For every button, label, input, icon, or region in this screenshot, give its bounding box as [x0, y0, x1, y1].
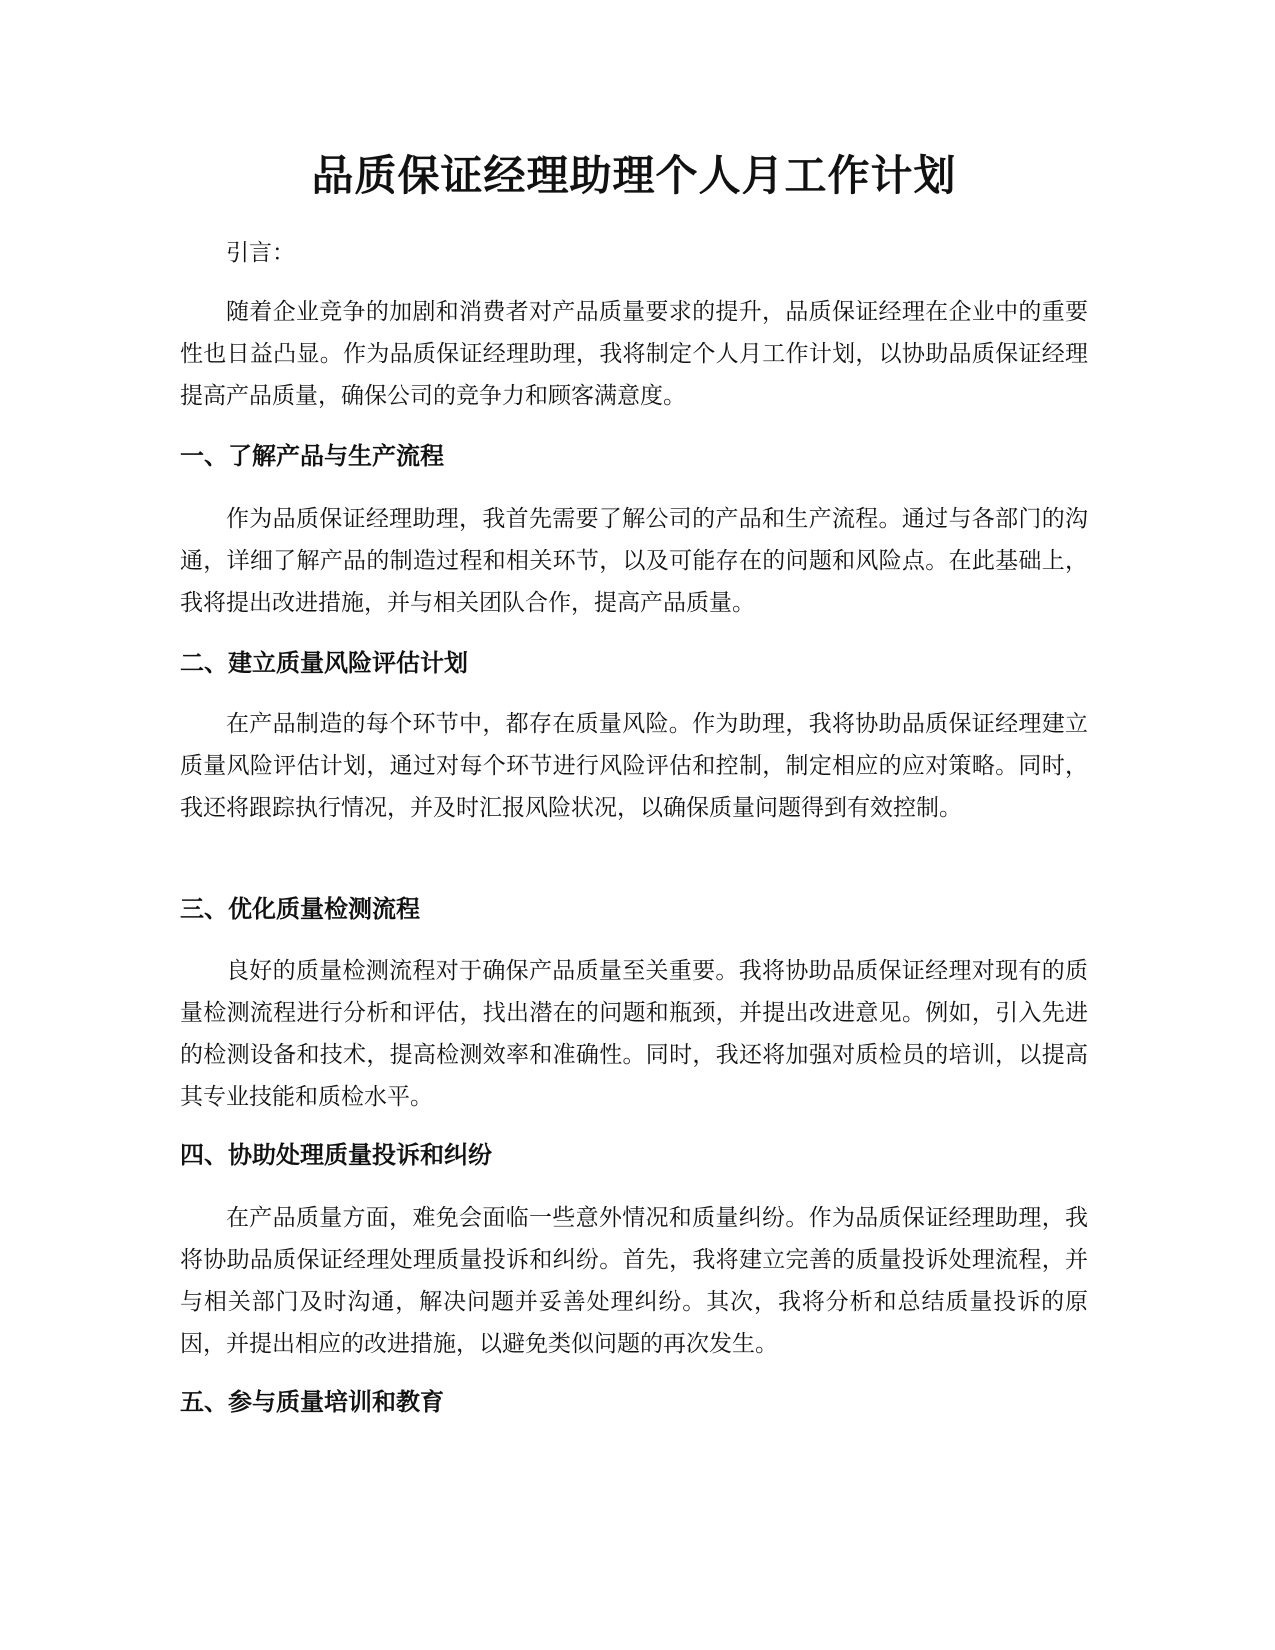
- section-body-3: 良好的质量检测流程对于确保产品质量至关重要。我将协助品质保证经理对现有的质量检测流程进行分析和评估，找出潜在的问题和瓶颈，并提出改进意见。例如，引入先进的检测设备和技术，提高检测效率和准确性。同时，我还将加强对质检员的培训，以提高其专业技能和质检水平。: [180, 958, 1088, 1110]
- document-title: 品质保证经理助理个人月工作计划: [311, 151, 957, 200]
- intro-paragraph: 随着企业竞争的加剧和消费者对产品质量要求的提升，品质保证经理在企业中的重要性也日益凸显。作为品质保证经理助理，我将制定个人月工作计划，以协助品质保证经理提高产品质量，确保公司的竞争力和顾客满意度。: [180, 299, 1088, 409]
- section-body-1: 作为品质保证经理助理，我首先需要了解公司的产品和生产流程。通过与各部门的沟通，详细了解产品的制造过程和相关环节，以及可能存在的问题和风险点。在此基础上，我将提出改进措施，并与相关团队合作，提高产品质量。: [180, 506, 1088, 616]
- intro-label: 引言：: [226, 240, 295, 266]
- section-heading-4: 四、协助处理质量投诉和纠纷: [180, 1141, 492, 1169]
- section-heading-2: 二、建立质量风险评估计划: [180, 649, 468, 677]
- section-heading-3: 三、优化质量检测流程: [180, 895, 420, 923]
- section-body-4: 在产品质量方面，难免会面临一些意外情况和质量纠纷。作为品质保证经理助理，我将协助品质保证经理处理质量投诉和纠纷。首先，我将建立完善的质量投诉处理流程，并与相关部门及时沟通，解决问题并妥善处理纠纷。其次，我将分析和总结质量投诉的原因，并提出相应的改进措施，以避免类似问题的再次发生。: [180, 1205, 1088, 1357]
- section-heading-1: 一、了解产品与生产流程: [180, 442, 444, 470]
- section-heading-5: 五、参与质量培训和教育: [180, 1388, 444, 1416]
- section-body-2: 在产品制造的每个环节中，都存在质量风险。作为助理，我将协助品质保证经理建立质量风险评估计划，通过对每个环节进行风险评估和控制，制定相应的应对策略。同时，我还将跟踪执行情况，并及时汇报风险状况，以确保质量问题得到有效控制。: [180, 711, 1088, 821]
